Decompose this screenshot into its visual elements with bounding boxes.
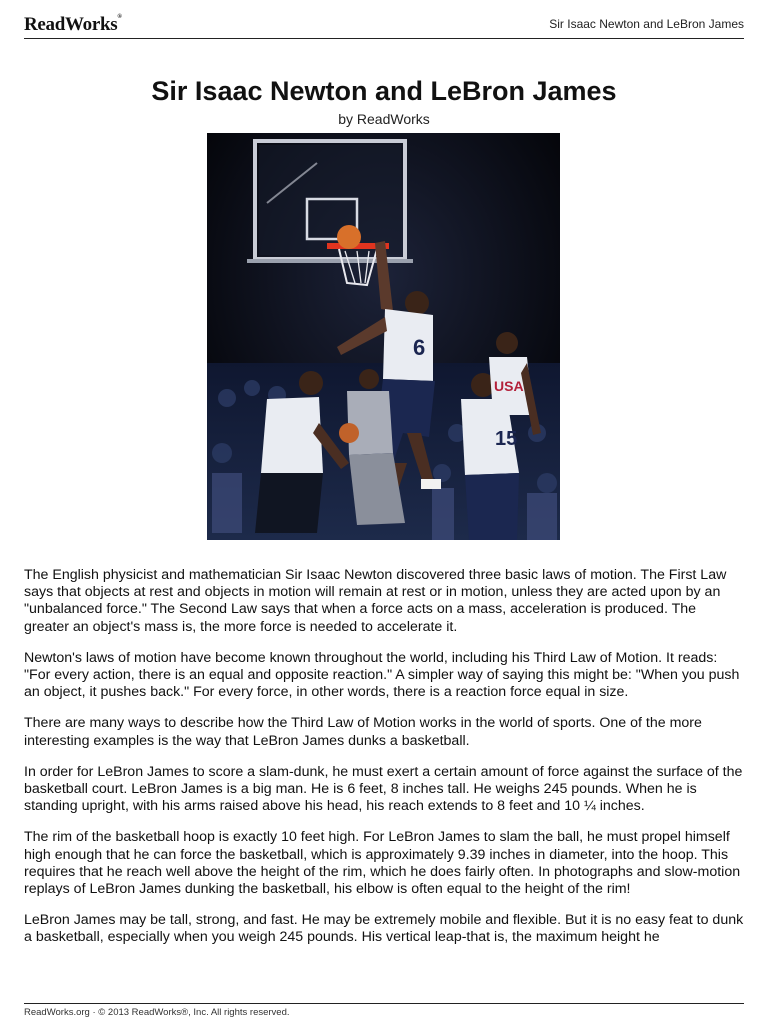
page-title: Sir Isaac Newton and LeBron James [151,76,617,106]
paragraph-2: Newton's laws of motion have become known throughout the world, including his Third Law of Motion. It reads: "For every action, there is an equal and opposite reaction." A simpler way of saying this might be: "When you push an object, it pushes back." For every force, in other words, there is a reaction force equal in size. [24,649,740,701]
paragraph-1: The English physicist and mathematician Sir Isaac Newton discovered three basic laws of motion. The First Law says that objects at rest and objects in motion will remain at rest or in motion, unless they are acted upon by an "unbalanced force." The Second Law says that when a force acts on a mass, acceleration is produced. The greater an object's mass is, the more force is needed to accelerate it. [24,567,727,635]
paragraph-6: LeBron James may be tall, strong, and fast. He may be extremely mobile and flexible. But it is no easy feat to dunk a basketball, especially when you weigh 245 pounds. His vertical leap-that is, the maximum height he [24,912,744,946]
footer-copyright: ReadWorks.org · © 2013 ReadWorks®, Inc. All rights reserved. [24,1007,290,1018]
logo-text: ReadWorks [24,14,118,35]
jersey-number-15: 15 [495,428,518,450]
paragraph-5: The rim of the basketball hoop is exactly 10 feet high. For LeBron James to slam the ball, he must propel himself high enough that he can force the basketball, which is approximately 9.39 inches in diameter, into the hoop. This requires that he reach well above the height of the rim, which he does fairly often. In photographs and slow-motion replays of LeBron James dunking the basketball, his elbow is often equal to the height of the rim! [24,829,741,898]
paragraph-4: In order for LeBron James to score a slam-dunk, he must exert a certain amount of force against the surface of the basketball court. LeBron James is a big man. He is 6 feet, 8 inches tall. He weighs 245 pounds. When he is standing upright, with his arms raised above his head, his reach extends to 8 feet and 10 ¼ inches. [24,763,743,815]
header-document-title: Sir Isaac Newton and LeBron James [549,17,744,31]
jersey-text-usa: USA [494,378,524,394]
readworks-logo [24,14,122,36]
article-body [24,567,744,961]
paragraph-3: There are many ways to describe how the Third Law of Motion works in the world of sports. One of the more interesting examples is the way that LeBron James dunks a basketball. [24,715,702,749]
page-footer [24,1003,744,1018]
byline: by ReadWorks [338,111,430,127]
jersey-number-6: 6 [413,335,426,360]
page-header [24,10,744,39]
basketball [337,225,361,249]
basketball-dunk-photo [207,133,560,540]
logo-registered-mark: ® [117,14,122,20]
